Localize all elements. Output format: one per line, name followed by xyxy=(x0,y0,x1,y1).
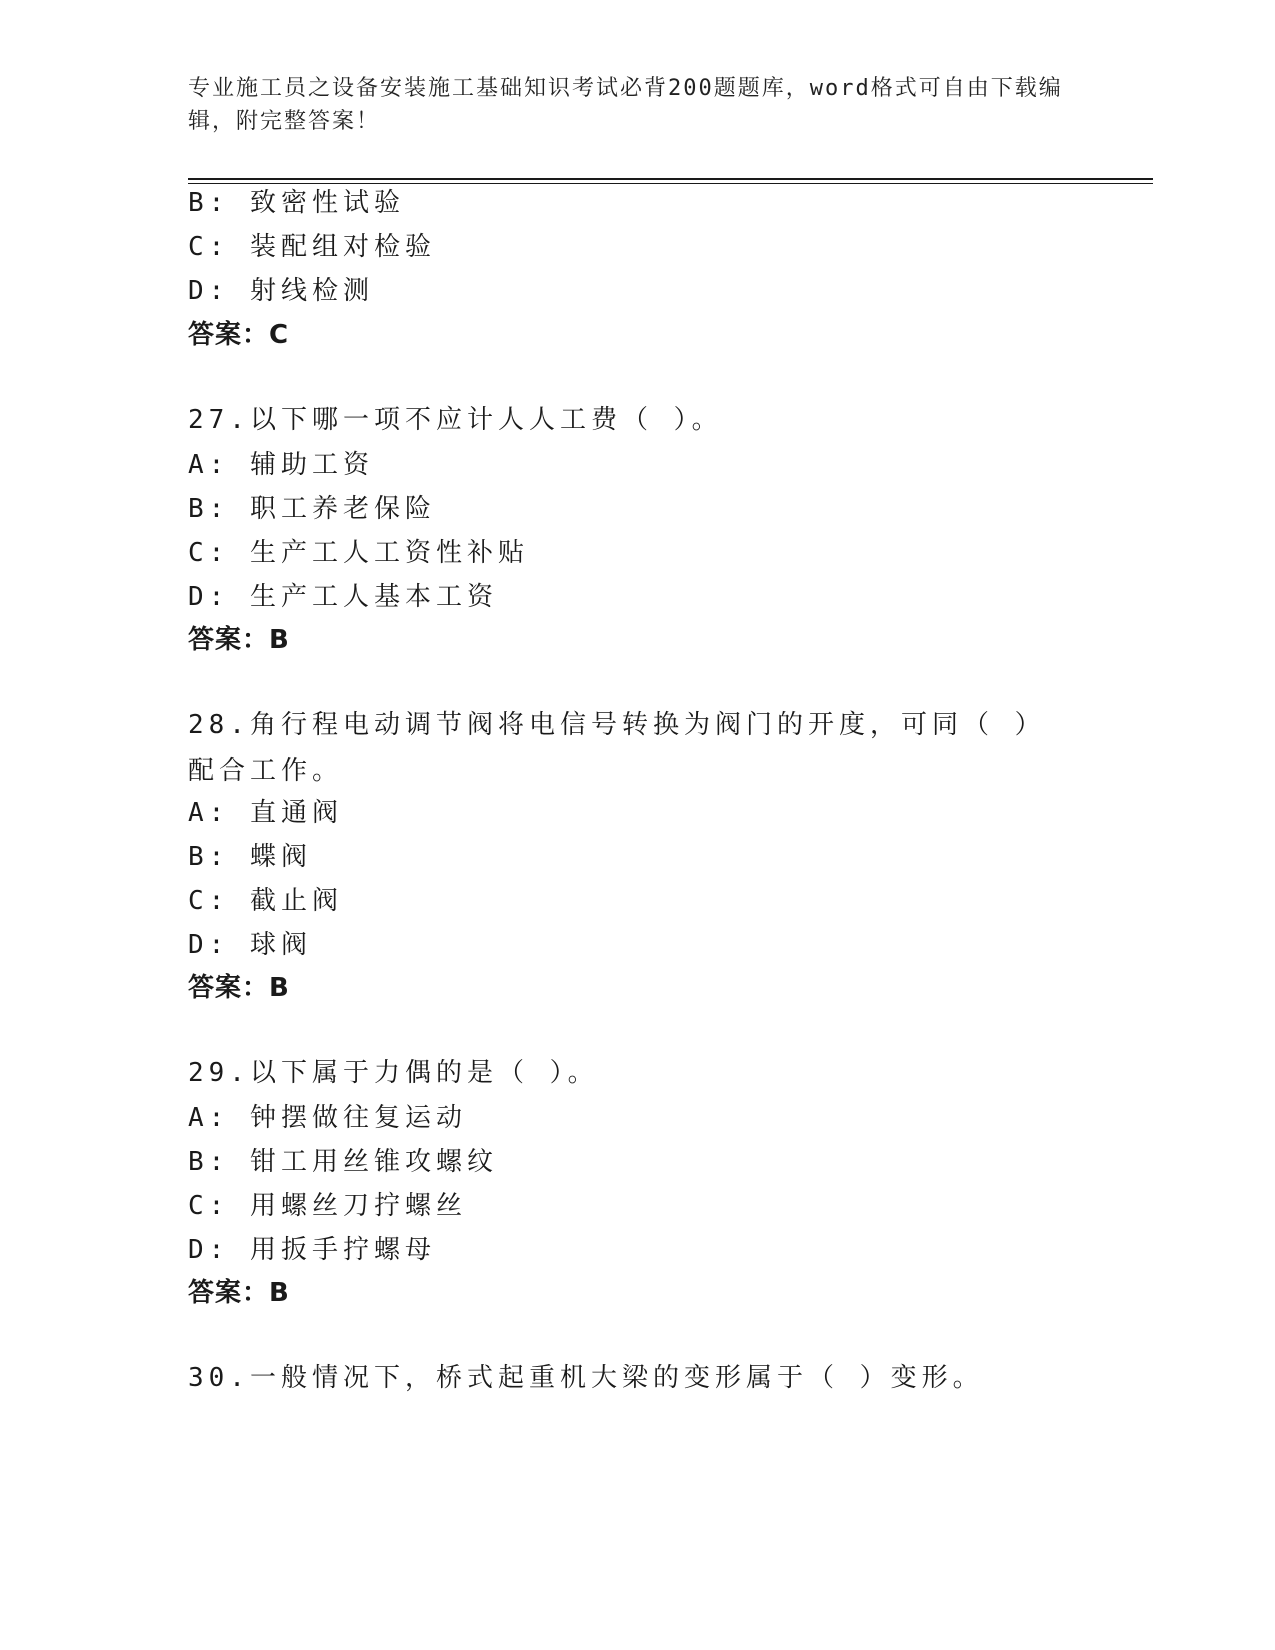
answer-line: 答案：B xyxy=(188,625,290,655)
option-b: B: 蝶阀 xyxy=(188,842,312,872)
question-28-text: 28.角行程电动调节阀将电信号转换为阀门的开度，可同（ ）配合工作。 xyxy=(188,710,1046,786)
question-27-text: 27.以下哪一项不应计人人工费（ ）。 xyxy=(188,405,723,435)
option-a: A: 钟摆做往复运动 xyxy=(188,1103,467,1133)
question-30-text: 30.一般情况下，桥式起重机大梁的变形属于（ ）变形。 xyxy=(188,1363,984,1393)
option-d: D: 用扳手拧螺母 xyxy=(188,1235,436,1265)
answer-line: 答案：B xyxy=(188,973,290,1003)
answer-line: 答案：C xyxy=(188,320,290,350)
option-c: C: 截止阀 xyxy=(188,886,343,916)
option-d: D: 射线检测 xyxy=(188,276,374,306)
option-c: C: 用螺丝刀拧螺丝 xyxy=(188,1191,467,1221)
document-header: 专业施工员之设备安装施工基础知识考试必背200题题库，word格式可自由下载编辑，附完整答案！ xyxy=(188,76,1063,134)
option-b: B: 职工养老保险 xyxy=(188,494,436,524)
option-a: A: 直通阀 xyxy=(188,798,343,828)
option-b: B: 钳工用丝锥攻螺纹 xyxy=(188,1147,498,1177)
option-c: C: 装配组对检验 xyxy=(188,232,436,262)
answer-line: 答案：B xyxy=(188,1278,290,1308)
option-d: D: 生产工人基本工资 xyxy=(188,582,498,612)
header-divider-thin xyxy=(188,183,1153,184)
option-a: A: 辅助工资 xyxy=(188,450,374,480)
option-c: C: 生产工人工资性补贴 xyxy=(188,538,529,568)
header-divider-thick xyxy=(188,178,1153,180)
option-b: B: 致密性试验 xyxy=(188,188,405,218)
option-d: D: 球阀 xyxy=(188,930,312,960)
question-29-text: 29.以下属于力偶的是（ ）。 xyxy=(188,1058,599,1088)
